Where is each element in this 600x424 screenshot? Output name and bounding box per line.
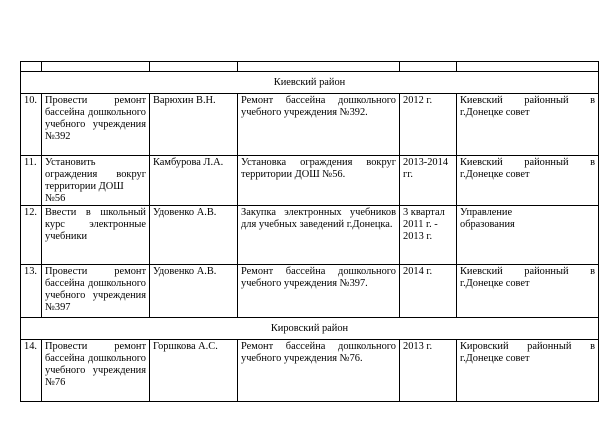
term-cell: 2014 г.	[400, 265, 457, 318]
action-cell: Установка ограждения вокруг территории ДОШ №56.	[238, 156, 400, 206]
district-row-kirov	[21, 318, 599, 340]
executor-cell: Киевский районный в г.Донецке совет	[457, 156, 599, 206]
task-cell: Провести ремонт бассейна дошкольного учебного учреждения №76	[42, 340, 150, 402]
responsible-person: Горшкова А.С.	[150, 340, 238, 402]
term-cell: 2013-2014 гг.	[400, 156, 457, 206]
responsible-person: Камбурова Л.А.	[150, 156, 238, 206]
task-cell: Установить ограждения вокруг территории ДОШ №56	[42, 156, 150, 206]
term-cell: 2012 г.	[400, 94, 457, 156]
responsible-person: Удовенко А.В.	[150, 265, 238, 318]
district-title: Кировский район	[21, 318, 599, 340]
row-number: 13.	[21, 265, 42, 318]
header-blank-row	[21, 62, 599, 72]
responsible-person: Варюхин В.Н.	[150, 94, 238, 156]
executor-cell: Киевский районный в г.Донецке совет	[457, 265, 599, 318]
action-cell: Ремонт бассейна дошкольного учебного учреждения №397.	[238, 265, 400, 318]
row-number: 11.	[21, 156, 42, 206]
row-number: 10.	[21, 94, 42, 156]
executor-cell: Киевский районный в г.Донецке совет	[457, 94, 599, 156]
table-row	[21, 206, 599, 265]
task-cell: Провести ремонт бассейна дошкольного учебного учреждения №392	[42, 94, 150, 156]
term-cell: 2013 г.	[400, 340, 457, 402]
district-row-kiev	[21, 72, 599, 94]
task-cell: Провести ремонт бассейна дошкольного учебного учреждения №397	[42, 265, 150, 318]
action-cell: Ремонт бассейна дошкольного учебного учреждения №392.	[238, 94, 400, 156]
table-row	[21, 94, 599, 156]
executor-cell: Управление образования	[457, 206, 599, 265]
term-cell: 3 квартал 2011 г. - 2013 г.	[400, 206, 457, 265]
row-number: 14.	[21, 340, 42, 402]
responsible-person: Удовенко А.В.	[150, 206, 238, 265]
table-row	[21, 156, 599, 206]
table-row	[21, 340, 599, 402]
task-cell: Ввести в школьный курс электронные учебники	[42, 206, 150, 265]
action-cell: Закупка электронных учебников для учебных заведений г.Донецка.	[238, 206, 400, 265]
executor-cell: Кировский районный в г.Донецке совет	[457, 340, 599, 402]
row-number: 12.	[21, 206, 42, 265]
district-title: Киевский район	[21, 72, 599, 94]
action-cell: Ремонт бассейна дошкольного учебного учреждения №76.	[238, 340, 400, 402]
table-row	[21, 265, 599, 318]
measures-table	[20, 61, 599, 402]
